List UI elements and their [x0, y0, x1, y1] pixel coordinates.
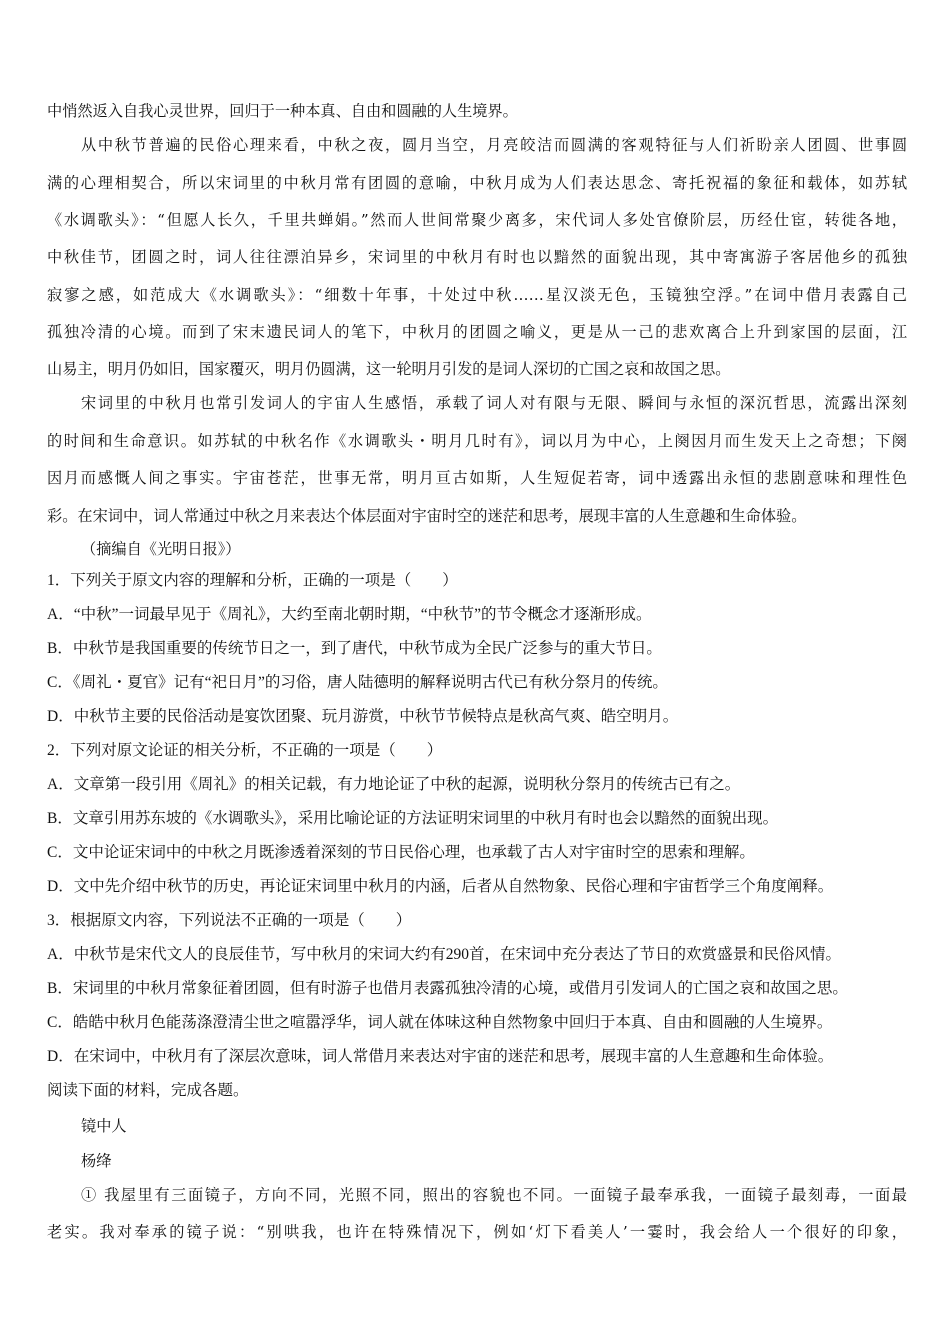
reading-instruction: 阅读下面的材料，完成各题。	[47, 1082, 249, 1099]
paragraph-line: 寂寥之感，如范成大《水调歌头》：“细数十年事，十处过中秋……星汉淡无色，玉镜独空浮。”在词中借月表露自己	[47, 286, 907, 304]
paragraph-line: 宋词里的中秋月也常引发词人的宇宙人生感悟，承载了词人对有限与无限、瞬间与永恒的深沉哲思，流露出深刻	[81, 394, 907, 412]
question-option: D．文中先介绍中秋节的历史，再论证宋词里中秋月的内涵，后者从自然物象、民俗心理和宇宙哲学三个角度阐释。	[47, 878, 834, 895]
paragraph-line: 老实。我对奉承的镜子说：“别哄我，也许在特殊情况下，例如‘灯下看美人’一霎时，我会给人一个很好的印象，	[47, 1223, 907, 1241]
paragraph-line: 山易主，明月仍如旧，国家覆灭，明月仍圆满，这一轮明月引发的是词人深切的亡国之哀和故国之思。	[47, 360, 731, 378]
question-option: C．《周礼・夏官》记有“祀日月”的习俗，唐人陆德明的解释说明古代已有秋分祭月的传统。	[47, 674, 668, 691]
paragraph-line: 中悄然返入自我心灵世界，回归于一种本真、自由和圆融的人生境界。	[47, 102, 518, 120]
question-option: C．皓皓中秋月色能荡涤澄清尘世之喧嚣浮华，词人就在体味这种自然物象中回归于本真、自由和圆融的人生境界。	[47, 1014, 833, 1031]
paragraph-line: 因月而感慨人间之事实。宇宙苍茫，世事无常，明月亘古如斯，人生短促若寄，词中透露出永恒的悲剧意味和理性色	[47, 469, 907, 487]
question-stem: 2．下列对原文论证的相关分析，不正确的一项是（ ）	[47, 742, 443, 759]
question-option: B．中秋节是我国重要的传统节日之一，到了唐代，中秋节成为全民广泛参与的重大节日。	[47, 640, 662, 657]
question-option: D．中秋节主要的民俗活动是宴饮团聚、玩月游赏，中秋节节候特点是秋高气爽、皓空明月。	[47, 708, 679, 725]
paragraph-line: ① 我屋里有三面镜子，方向不同，光照不同，照出的容貌也不同。一面镜子最奉承我，一面镜子最刻毒，一面最	[81, 1186, 907, 1204]
question-stem: 3．根据原文内容，下列说法不正确的一项是（ ）	[47, 912, 412, 929]
paragraph-line: 从中秋节普遍的民俗心理来看，中秋之夜，圆月当空，月亮皎洁而圆满的客观特征与人们祈盼亲人团圆、世事圆	[81, 136, 907, 154]
question-option: A．文章第一段引用《周礼》的相关记载，有力地论证了中秋的起源，说明秋分祭月的传统古已有之。	[47, 776, 741, 793]
reading-title: 镜中人	[81, 1117, 127, 1135]
question-option: B．宋词里的中秋月常象征着团圆，但有时游子也借月表露孤独冷清的心境，或借月引发词人的亡国之哀和故国之思。	[47, 980, 848, 997]
question-option: A．“中秋”一词最早见于《周礼》，大约至南北朝时期，“中秋节”的节令概念才逐渐形成。	[47, 606, 652, 623]
question-option: B．文章引用苏东坡的《水调歌头》，采用比喻论证的方法证明宋词里的中秋月有时也会以黯然的面貌出现。	[47, 810, 779, 827]
question-option: A．中秋节是宋代文人的良辰佳节，写中秋月的宋词大约有290首，在宋词中充分表达了节日的欢赏盛景和民俗风情。	[47, 946, 841, 963]
paragraph-line: 的时间和生命意识。如苏轼的中秋名作《水调歌头・明月几时有》，词以月为中心，上阕因月而生发天上之奇想；下阕	[47, 432, 907, 450]
paragraph-line: 彩。在宋词中，词人常通过中秋之月来表达个体层面对宇宙时空的迷茫和思考，展现丰富的人生意趣和生命体验。	[47, 507, 807, 525]
paragraph-line: 孤独冷清的心境。而到了宋末遗民词人的笔下，中秋月的团圆之喻义，更是从一己的悲欢离合上升到家国的层面，江	[47, 323, 907, 341]
question-option: D．在宋词中，中秋月有了深层次意味，词人常借月来表达对宇宙的迷茫和思考，展现丰富的人生意趣和生命体验。	[47, 1048, 834, 1065]
source-citation: （摘编自《光明日报》）	[81, 540, 241, 558]
paragraph-line: 满的心理相契合，所以宋词里的中秋月常有团圆的意喻，中秋月成为人们表达思念、寄托祝福的象征和载体，如苏轼	[47, 174, 907, 192]
paragraph-line: 中秋佳节，团圆之时，词人往往漂泊异乡，宋词里的中秋月有时也以黯然的面貌出现，其中寄寓游子客居他乡的孤独	[47, 248, 907, 266]
question-option: C．文中论证宋词中的中秋之月既渗透着深刻的节日民俗心理，也承载了古人对宇宙时空的思索和理解。	[47, 844, 755, 861]
reading-author: 杨绛	[81, 1152, 112, 1170]
paragraph-line: 《水调歌头》：“但愿人长久，千里共蝉娟。”然而人世间常聚少离多，宋代词人多处官僚阶层，历经仕宦，转徙各地，	[47, 211, 907, 229]
question-stem: 1．下列关于原文内容的理解和分析，正确的一项是（ ）	[47, 572, 458, 589]
